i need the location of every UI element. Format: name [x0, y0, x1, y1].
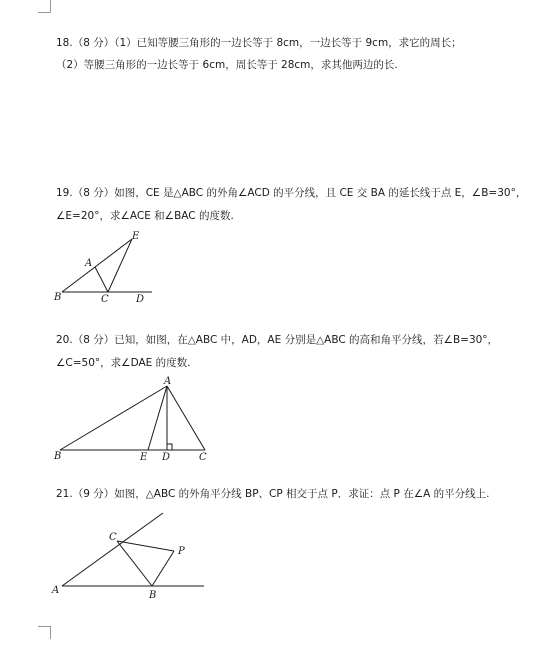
q20-label-C: C — [199, 452, 207, 463]
q21-line-CB — [117, 541, 152, 586]
q20-label-A: A — [164, 376, 172, 387]
q19-label-C: C — [101, 294, 109, 305]
q20-line2: ∠C=50°，求∠DAE 的度数. — [56, 357, 191, 369]
q18-line1: 18.（8 分）（1）已知等腰三角形的一边长等于 8cm，一边长等于 9cm，求它的周长； — [56, 37, 462, 49]
q21-ray-AC — [62, 513, 163, 586]
q21-label-A: A — [52, 585, 60, 596]
q21-label-C: C — [109, 532, 117, 543]
q19-line1: 19.（8 分）如图，CE 是△ABC 的外角∠ACD 的平分线，且 CE 交 BA 的延长线于点 E，∠B=30°， — [56, 187, 527, 199]
q21-line-CP — [117, 541, 174, 551]
q20-label-D: D — [162, 452, 171, 463]
q20-line1: 20.（8 分）已知，如图，在△ABC 中，AD，AE 分别是△ABC 的高和角平分线，若∠B=30°， — [56, 334, 499, 346]
q21-line-BP — [152, 551, 174, 586]
q19-label-B: B — [54, 292, 62, 303]
q21-line1: 21.（9 分）如图，△ABC 的外角平分线 BP、CP 相交于点 P．求证：点 P 在∠A 的平分线上. — [56, 488, 490, 500]
q19-label-D: D — [136, 294, 145, 305]
q19-label-E: E — [132, 231, 140, 242]
q20-label-B: B — [54, 451, 62, 462]
q19-line2: ∠E=20°，求∠ACE 和∠BAC 的度数. — [56, 210, 234, 222]
q21-label-P: P — [178, 546, 185, 557]
q18-line2: （2）等腰三角形的一边长等于 6cm，周长等于 28cm，求其他两边的长. — [56, 59, 398, 71]
q21-label-B: B — [149, 590, 157, 601]
q19-label-A: A — [85, 258, 93, 269]
q20-label-E: E — [140, 452, 148, 463]
